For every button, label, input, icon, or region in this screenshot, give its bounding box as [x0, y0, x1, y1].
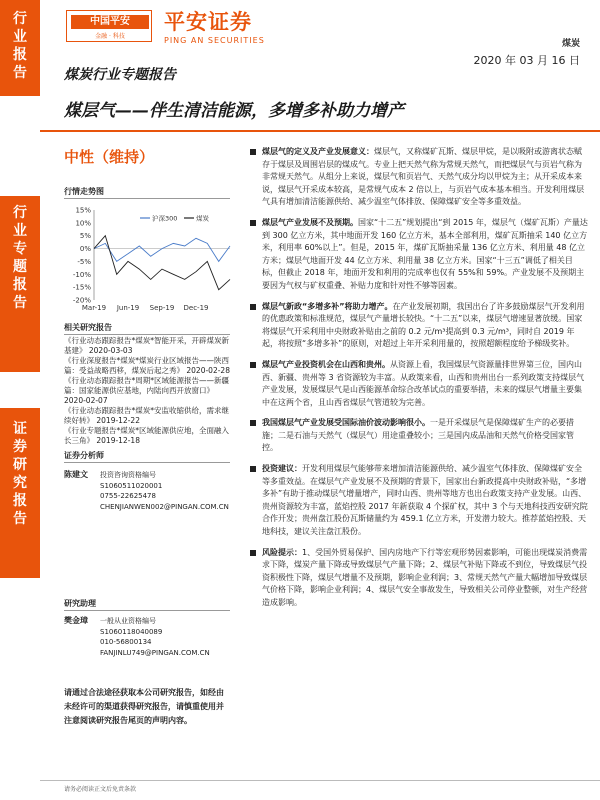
rating: 中性（维持）: [64, 148, 155, 166]
related-report-item[interactable]: 《行业动态跟踪报告*煤炭*智能开采，开辟煤炭新基建》 2020-03-03: [64, 336, 229, 355]
report-type: 煤炭行业专题报告: [64, 67, 176, 83]
header-divider: [40, 130, 600, 132]
side-label-char: 行: [13, 205, 27, 221]
series-line-1: [94, 236, 230, 290]
related-heading-rule: [64, 334, 230, 335]
assistant-name: 樊金璋: [64, 616, 88, 625]
summary-column: [248, 146, 588, 618]
page-title: 煤层气——伴生清洁能源，多增多补助力增产: [64, 101, 404, 121]
side-label-special-report: [0, 196, 40, 372]
side-label-char: 报: [13, 277, 27, 293]
paragraph-lead: 煤层气新政“多增多补”将助力增产。: [262, 301, 393, 311]
bullet-square-icon: [250, 466, 256, 472]
paragraph-lead: 我国煤层气产业发展受国际油价波动影响很小。: [262, 418, 430, 428]
bullet-square-icon: [250, 304, 256, 310]
brand: [164, 6, 265, 45]
side-label-char: 报: [13, 47, 27, 63]
paragraph-lead: 煤层气产业投资机会在山西和贵州。: [262, 359, 390, 369]
logo-subtext: 金融 · 科技: [95, 33, 125, 40]
paragraph-body: 开发利用煤层气能够带来增加清洁能源供给、减少温室气体排放、保障煤矿安全等多重效益。在煤层气产业发展不及预期的背景下，国家出台新政提高中央财政补贴，“多增多补”有助于推动煤层气增量增产，同时山西、贵州等地方也出台政策支持产业发展。山西、贵州资源较为丰富，蓝焰控股 2017 年新获取 4 个探矿权，其中 3 个与天地科技西安研究院合作开发；贵州盘江股份瓦斯储量约为 459.1 亿立方米，开发潜力较大。推荐蓝焰控股、天地科技，建议关注盘江股份。: [262, 464, 588, 537]
paragraph-lead: 风险提示：: [262, 547, 302, 557]
bullet-square-icon: [250, 220, 256, 226]
paragraph-body: 煤层气，又称煤矿瓦斯、煤层甲烷，是以吸附或游离状态赋存于煤层及周围岩层的煤成气。专业上把天然气称为常规天然气，而把煤层气与页岩气称为非常规天然气。从组分上来说，煤层气和页岩气、天然气成分均以甲烷为主；从开采成本来说，煤层气开采成本较高，是常规气成本 2 倍以上，与页岩气成本基本相当。开发利用煤层气具有增加清洁能源供给、减少温室气体排放、保障煤矿安全等多重效益。: [262, 147, 585, 207]
summary-paragraph: [248, 146, 588, 209]
footer-note: 请务必阅读正文后免责条款: [64, 786, 137, 793]
assistant-heading: 研究助理: [64, 599, 96, 608]
paragraph-body: 国家“十二五”规划提出“到 2015 年，煤层气（煤矿瓦斯）产量达到 300 亿立方米，其中地面开发 160 亿立方米，基本全部利用，煤矿瓦斯抽采 140 亿立方米，利用率 60%以上”。但是，2015 年，煤矿瓦斯抽采量 136 亿立方米、利用量 48 亿立方米；煤层气地面开发 44 亿立方米、利用量 38 亿立方米。国家“十三五”调低了相关目标，但截止 2018 年，地面开发和利用的完成率也仅有 55%和 59%。产业发展不及预期主要因为气权与矿权重叠、补贴力度和针对性不够等因素。: [262, 217, 588, 290]
analyst-name: 陈建文: [64, 470, 88, 479]
paragraph-lead: 煤层气产业发展不及预期。: [262, 217, 358, 227]
series-line-0: [94, 238, 230, 261]
side-label-securities-research: [0, 408, 40, 578]
side-label-char: 题: [13, 259, 27, 275]
analyst-license-number: S1060511020001: [100, 481, 163, 490]
assistant-phone: 010-56800134: [100, 638, 152, 646]
y-tick-label: 10%: [75, 219, 91, 228]
paragraph-lead: 投资建议：: [262, 464, 302, 474]
related-report-item[interactable]: 《行业动态跟踪报告*周期*区域能源报告——新疆篇：国家能源供应基地，内陆向西开放窗口》 2020-02-07: [64, 376, 229, 405]
analyst-phone: 0755-22625478: [100, 492, 156, 500]
y-tick-label: -20%: [72, 296, 91, 305]
sector-tag: 煤炭: [561, 39, 580, 49]
legend-label: 沪深300: [152, 214, 178, 223]
summary-paragraph: [248, 547, 588, 610]
x-tick-label: Jun-19: [116, 304, 140, 312]
y-tick-label: 0%: [79, 245, 91, 254]
footer-rule: [40, 780, 600, 781]
summary-paragraph: [248, 301, 588, 351]
x-tick-label: Sep-19: [149, 304, 175, 312]
paragraph-body: 1、受国外贸易保护、国内房地产下行等宏观形势因素影响，可能出现煤炭消费需求下降，煤炭产量下降或导致煤层气产量下降；2、煤层气补贴下降或不到位，导致煤层气投资积极性下降，煤层气增量不及预期，影响企业利润；3、常规天然气产量大幅增加导致煤层气价格下降，影响企业利润；4、煤层气安全事故发生，导致相关公司停业整顿，对生产经营造成影响。: [262, 547, 588, 607]
trend-heading-rule: [64, 198, 230, 199]
x-tick-label: Dec-19: [183, 304, 209, 312]
bullet-square-icon: [250, 550, 256, 556]
y-tick-label: -15%: [72, 283, 91, 292]
price-trend-chart: [64, 206, 234, 314]
legend-label: 煤炭: [196, 214, 209, 223]
analyst-heading: 证券分析师: [64, 451, 104, 460]
paragraph-body: 一是开采煤层气是保障煤矿生产的必要措施；二是石油与天然气（煤层气）用途重叠较小；三是国内成品油和天然气价格受国家管控。: [262, 418, 574, 453]
related-heading: 相关研究报告: [64, 323, 112, 332]
paragraph-body: 在产业发展初期，我国出台了许多鼓励煤层气开发利用的优惠政策和标准规范，煤层气产量增长较快。“十二五”以来，煤层气增速显著放缓。国家将煤层气开采利用中央财政补贴由之前的 0.2 元/m³提高到 0.3 元/m³，同时自 2019 年起，将按照“多增多补”的原则，对超过上年开采利用量的，按照超额程度给予梯级奖补。: [262, 301, 585, 349]
y-tick-label: 15%: [75, 206, 91, 215]
summary-paragraph: [248, 359, 588, 409]
related-reports-list: [64, 336, 234, 446]
analyst-license-label: 投资咨询资格编号: [100, 471, 156, 479]
paragraph-body: 从资源上看，我国煤层气资源量排世界第三位，国内山西、新疆、贵州等 3 省资源较为丰富。从政策来看，山西和贵州出台一系列政策支持煤层气产业发展，发展煤层气是山西能源革命综合改革试点的重要举措，未来的煤层气增量主要集中在这两个省，且山西省煤层气管道较为完善。: [262, 359, 585, 407]
assistant-heading-rule: [64, 610, 230, 611]
side-label-char: 券: [13, 439, 27, 455]
brand-name-en: PING AN SECURITIES: [164, 36, 265, 45]
assistant-license-label: 一般从业资格编号: [100, 617, 156, 625]
summary-paragraph: [248, 417, 588, 455]
side-band: [0, 0, 40, 800]
analyst-heading-rule: [64, 462, 230, 463]
related-report-item[interactable]: 《行业动态跟踪报告*煤炭*安监收缩供给，需求继续好转》 2019-12-22: [64, 406, 229, 425]
side-label-char: 告: [13, 295, 27, 311]
x-tick-label: Mar-19: [81, 304, 107, 312]
bullet-square-icon: [250, 149, 256, 155]
side-label-char: 业: [13, 223, 27, 239]
report-date: 2020 年 03 月 16 日: [473, 54, 580, 67]
ping-an-logo: [66, 10, 152, 42]
related-report-item[interactable]: 《行业深度报告*煤炭*煤炭行业区域报告——陕西篇：受益战略西移，煤炭后起之秀》 2020-02-28: [64, 356, 230, 375]
side-label-char: 告: [13, 65, 27, 81]
side-label-char: 专: [13, 241, 27, 257]
bullet-square-icon: [250, 420, 256, 426]
side-label-char: 报: [13, 493, 27, 509]
side-label-char: 告: [13, 511, 27, 527]
summary-paragraph: [248, 217, 588, 293]
y-tick-label: -5%: [77, 257, 91, 266]
analyst-email[interactable]: CHENJIANWEN002@PINGAN.COM.CN: [100, 502, 229, 511]
related-report-item[interactable]: 《行业专题报告*煤炭*区域能源供应地，全面融入长三角》 2019-12-18: [64, 426, 229, 445]
bullet-square-icon: [250, 362, 256, 368]
side-label-char: 行: [13, 11, 27, 27]
side-label-industry-report: [0, 0, 40, 96]
side-label-char: 究: [13, 475, 27, 491]
trend-heading: 行情走势图: [64, 187, 104, 196]
paragraph-lead: 煤层气的定义及产业发展意义：: [262, 147, 374, 156]
y-tick-label: 5%: [79, 232, 91, 241]
side-label-char: 研: [13, 457, 27, 473]
logo-text: 中国平安: [71, 15, 149, 29]
disclaimer: 请通过合法途径获取本公司研究报告，如经由未经许可的渠道获得研究报告，请慎重使用并注意阅读研究报告尾页的声明内容。: [64, 688, 224, 725]
assistant-email[interactable]: FANJINLU749@PINGAN.COM.CN: [100, 648, 210, 657]
brand-name-cn: 平安证券: [164, 10, 252, 34]
y-tick-label: -10%: [72, 270, 91, 279]
page-header: [40, 0, 600, 67]
assistant-license-number: S1060118040089: [100, 627, 163, 636]
side-label-char: 业: [13, 29, 27, 45]
summary-paragraph: [248, 463, 588, 539]
side-label-char: 证: [13, 421, 27, 437]
